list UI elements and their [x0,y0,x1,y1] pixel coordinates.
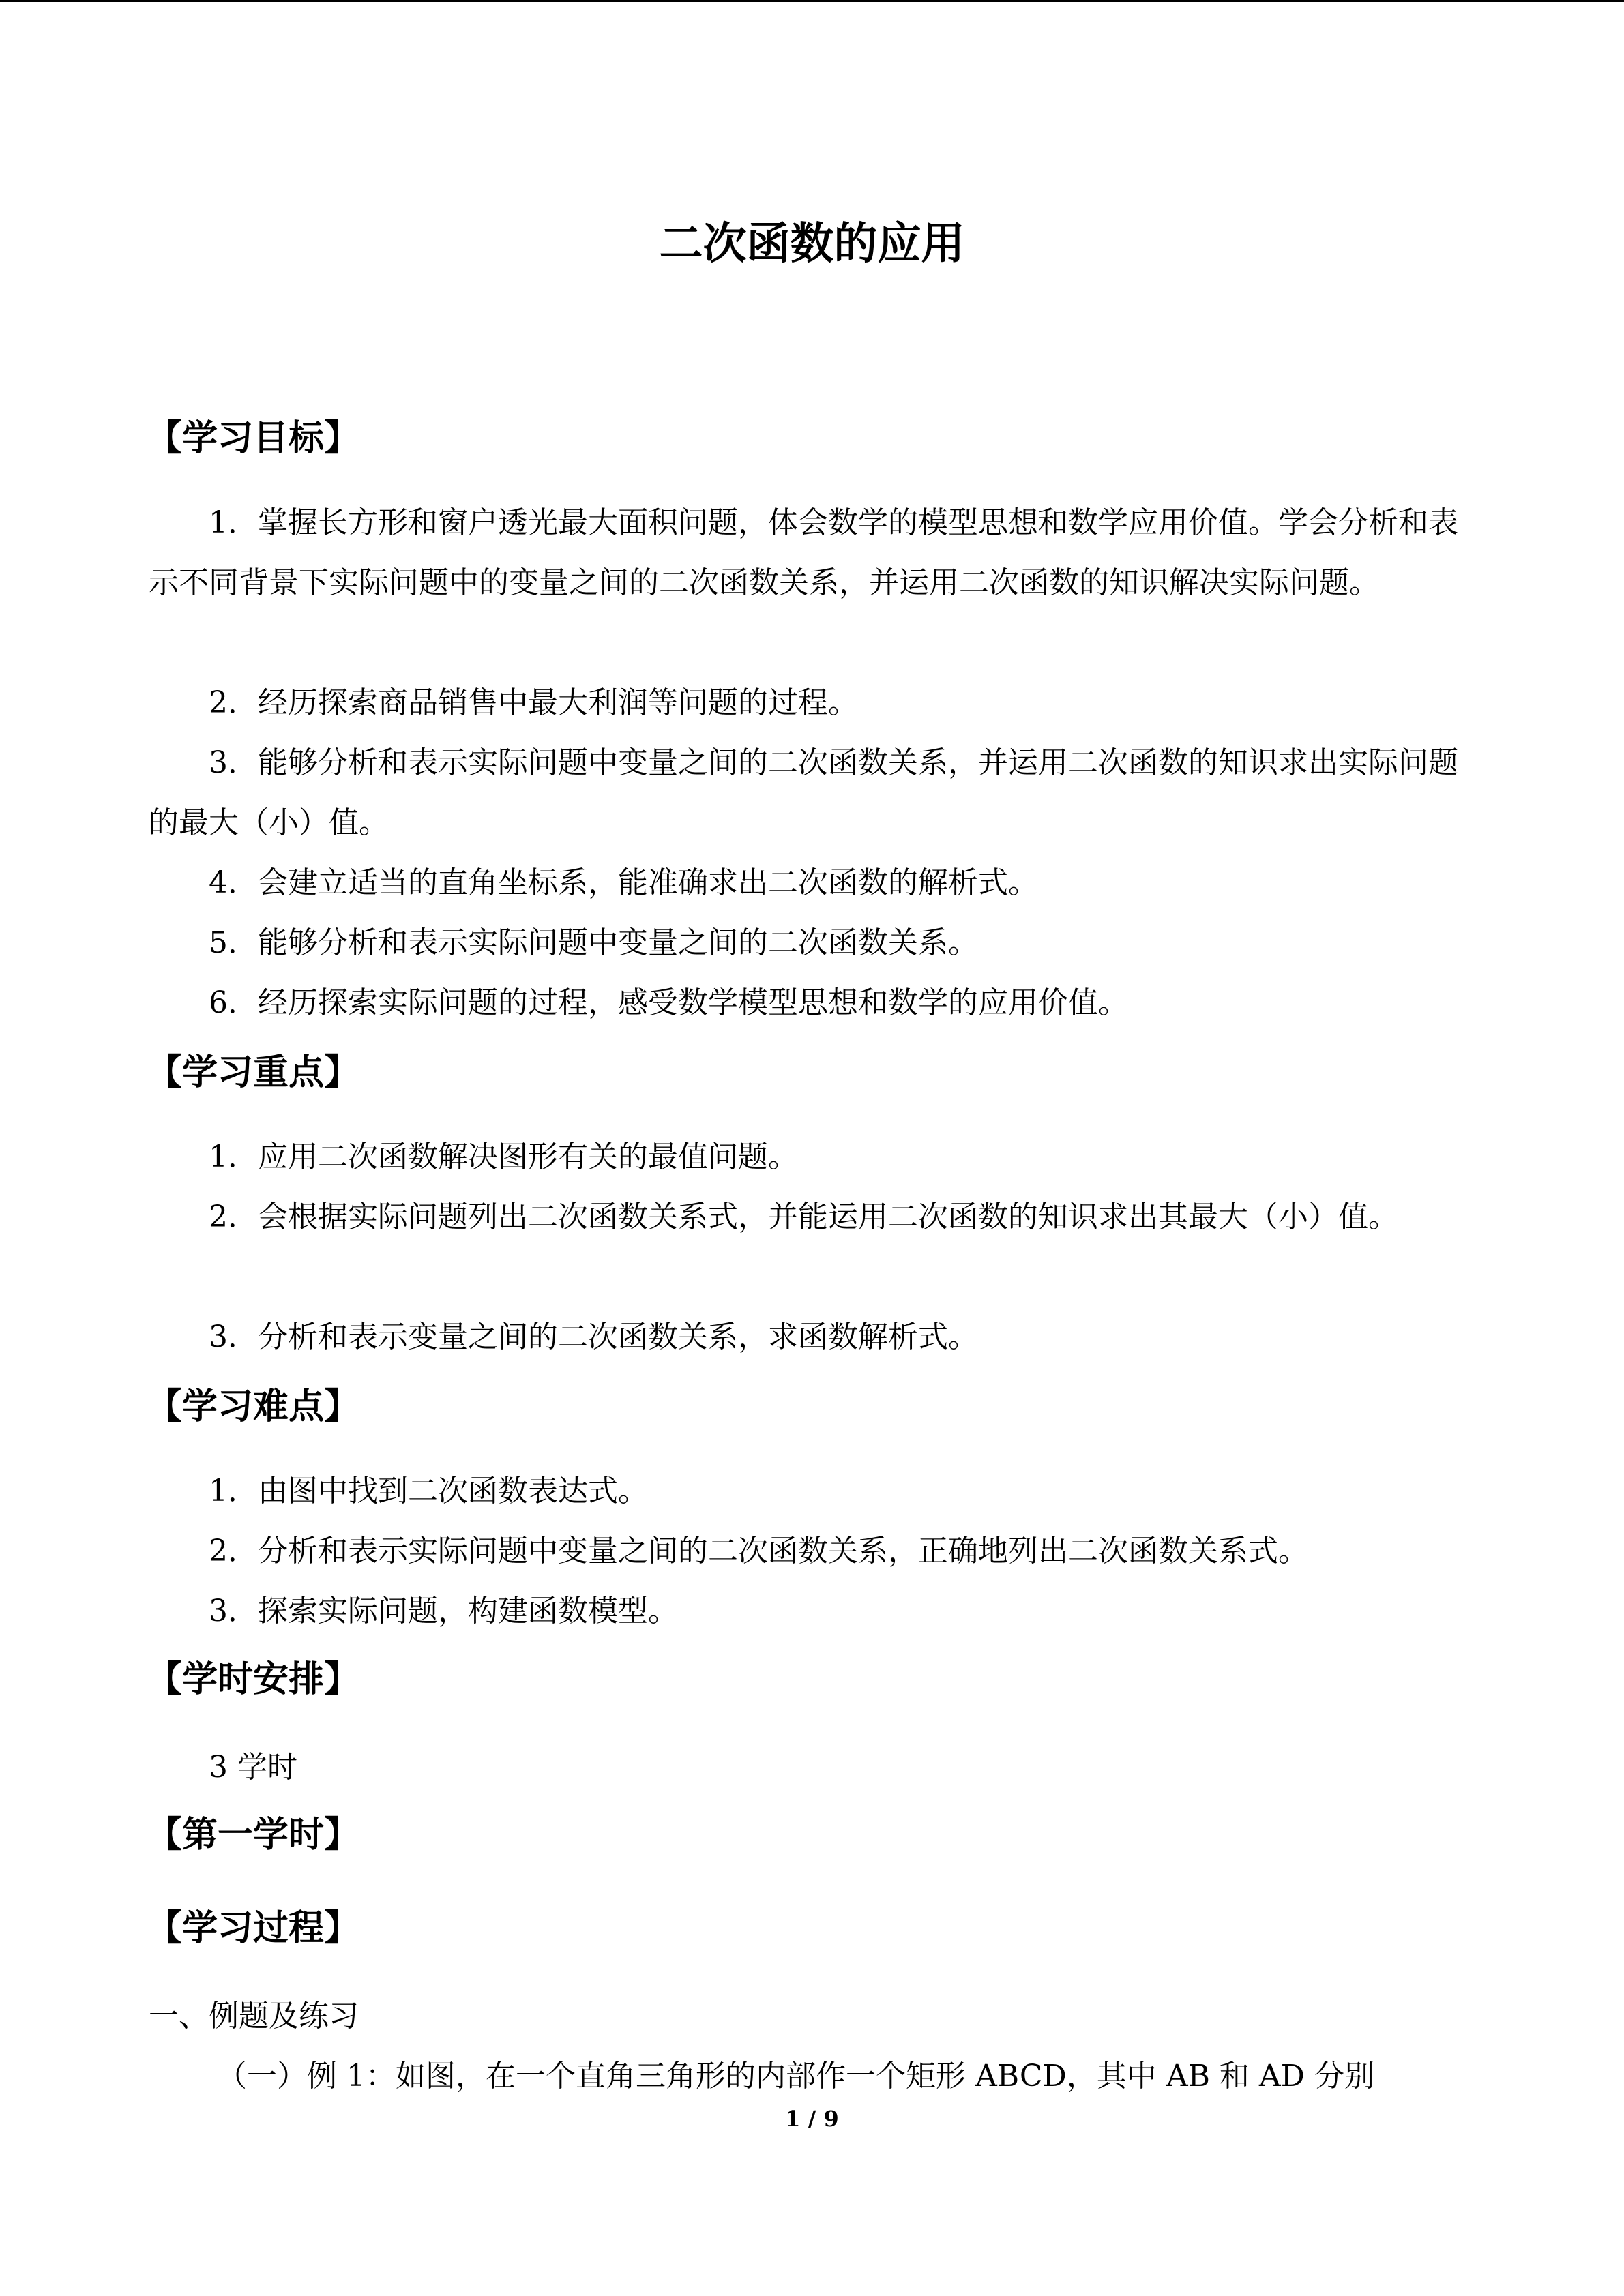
schedule-text: 3 学时 [209,1750,297,1785]
difficulty-item-3: 3．探索实际问题，构建函数模型。 [209,1594,678,1628]
objective-item-5: 5．能够分析和表示实际问题中变量之间的二次函数关系。 [209,925,978,960]
objective-item-1: 1．掌握长方形和窗户透光最大面积问题，体会数学的模型思想和数学应用价值。学会分析和表示不同背景下实际问题中的变量之间的二次函数关系，并运用二次函数的知识解决实际问题。 [149,505,1458,600]
section-heading-objectives: 【学习目标】 [147,418,360,459]
example-1-line: （一）例 1：如图，在一个直角三角形的内部作一个矩形 ABCD，其中 AB 和 AD 分别 [217,2059,1374,2093]
objective-item-6: 6．经历探索实际问题的过程，感受数学模型思想和数学的应用价值。 [209,985,1128,1020]
document-title: 二次函数的应用 [659,218,965,269]
key-point-item-2: 2．会根据实际问题列出二次函数关系式，并能运用二次函数的知识求出其最大（小）值。 [209,1199,1398,1234]
section-heading-process: 【学习过程】 [147,1908,360,1949]
key-point-item-1: 1．应用二次函数解决图形有关的最值问题。 [209,1139,798,1174]
section-heading-difficulties: 【学习难点】 [147,1386,360,1427]
objective-item-4: 4．会建立适当的直角坐标系，能准确求出二次函数的解析式。 [209,865,1038,900]
section-heading-schedule: 【学时安排】 [147,1659,360,1700]
key-point-item-3: 3．分析和表示变量之间的二次函数关系，求函数解析式。 [209,1320,978,1354]
section-heading-first-period: 【第一学时】 [147,1815,360,1855]
page-number: 1 / 9 [785,2106,839,2132]
process-subheading: 一、例题及练习 [149,1999,359,2033]
objective-item-3: 3．能够分析和表示实际问题中变量之间的二次函数关系，并运用二次函数的知识求出实际问题的最大（小）值。 [149,745,1458,840]
objective-item-2: 2．经历探索商品销售中最大利润等问题的过程。 [209,685,858,720]
difficulty-item-1: 1．由图中找到二次函数表达式。 [209,1474,648,1508]
section-heading-key-points: 【学习重点】 [147,1052,360,1093]
difficulty-item-2: 2．分析和表示实际问题中变量之间的二次函数关系，正确地列出二次函数关系式。 [209,1534,1308,1568]
